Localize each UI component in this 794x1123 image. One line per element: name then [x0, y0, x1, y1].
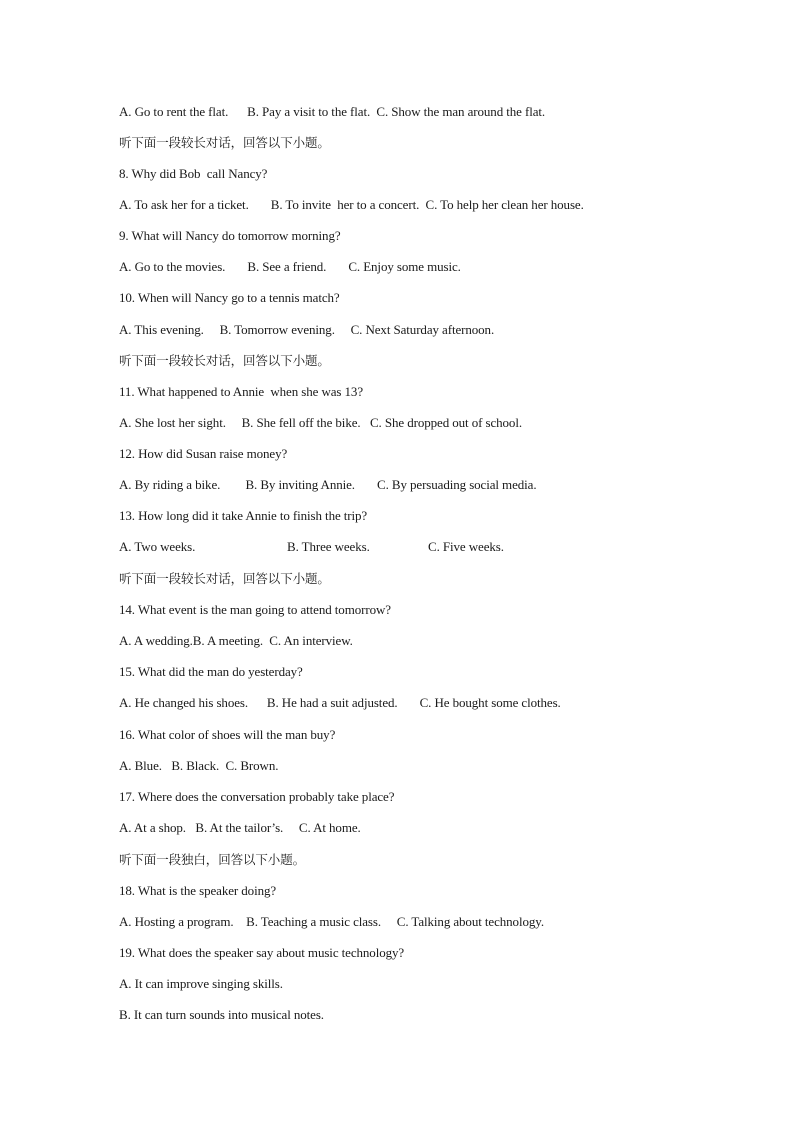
- question-14: 14. What event is the man going to attend tomorrow?: [119, 602, 391, 617]
- question-12: 12. How did Susan raise money?: [119, 446, 288, 461]
- q18-options: A. Hosting a program. B. Teaching a music class. C. Talking about technology.: [119, 914, 544, 929]
- section-instruction: 听下面一段较长对话，回答以下小题。: [119, 571, 330, 586]
- question-16: 16. What color of shoes will the man buy?: [119, 727, 336, 742]
- q15-options: A. He changed his shoes. B. He had a suit adjusted. C. He bought some clothes.: [119, 695, 561, 710]
- question-15: 15. What did the man do yesterday?: [119, 664, 303, 679]
- section-instruction: 听下面一段较长对话，回答以下小题。: [119, 353, 330, 368]
- q9-options: A. Go to the movies. B. See a friend. C. Enjoy some music.: [119, 259, 461, 274]
- q16-options: A. Blue. B. Black. C. Brown.: [119, 758, 279, 773]
- question-11: 11. What happened to Annie when she was 13?: [119, 384, 363, 399]
- q10-options: A. This evening. B. Tomorrow evening. C. Next Saturday afternoon.: [119, 322, 495, 337]
- q11-options: A. She lost her sight. B. She fell off the bike. C. She dropped out of school.: [119, 415, 522, 430]
- q13-option-a: A. Two weeks.: [119, 539, 196, 554]
- q13-option-c: C. Five weeks.: [428, 539, 504, 554]
- question-9: 9. What will Nancy do tomorrow morning?: [119, 228, 341, 243]
- q19-option-b: B. It can turn sounds into musical notes.: [119, 1007, 324, 1022]
- section-instruction: 听下面一段较长对话，回答以下小题。: [119, 135, 330, 150]
- q12-options: A. By riding a bike. B. By inviting Annie. C. By persuading social media.: [119, 477, 537, 492]
- question-18: 18. What is the speaker doing?: [119, 883, 277, 898]
- question-13: 13. How long did it take Annie to finish the trip?: [119, 508, 368, 523]
- q8-options: A. To ask her for a ticket. B. To invite her to a concert. C. To help her clean her house.: [119, 197, 584, 212]
- question-19: 19. What does the speaker say about music technology?: [119, 945, 405, 960]
- q7-options: A. Go to rent the flat. B. Pay a visit to the flat. C. Show the man around the flat.: [119, 104, 546, 119]
- q19-option-a: A. It can improve singing skills.: [119, 976, 283, 991]
- question-10: 10. When will Nancy go to a tennis match?: [119, 290, 340, 305]
- q17-options: A. At a shop. B. At the tailor’s. C. At home.: [119, 820, 361, 835]
- section-instruction: 听下面一段独白，回答以下小题。: [119, 852, 306, 867]
- q14-options: A. A wedding.B. A meeting. C. An interview.: [119, 633, 353, 648]
- question-8: 8. Why did Bob call Nancy?: [119, 166, 268, 181]
- q13-option-b: B. Three weeks.: [287, 539, 370, 554]
- question-17: 17. Where does the conversation probably take place?: [119, 789, 395, 804]
